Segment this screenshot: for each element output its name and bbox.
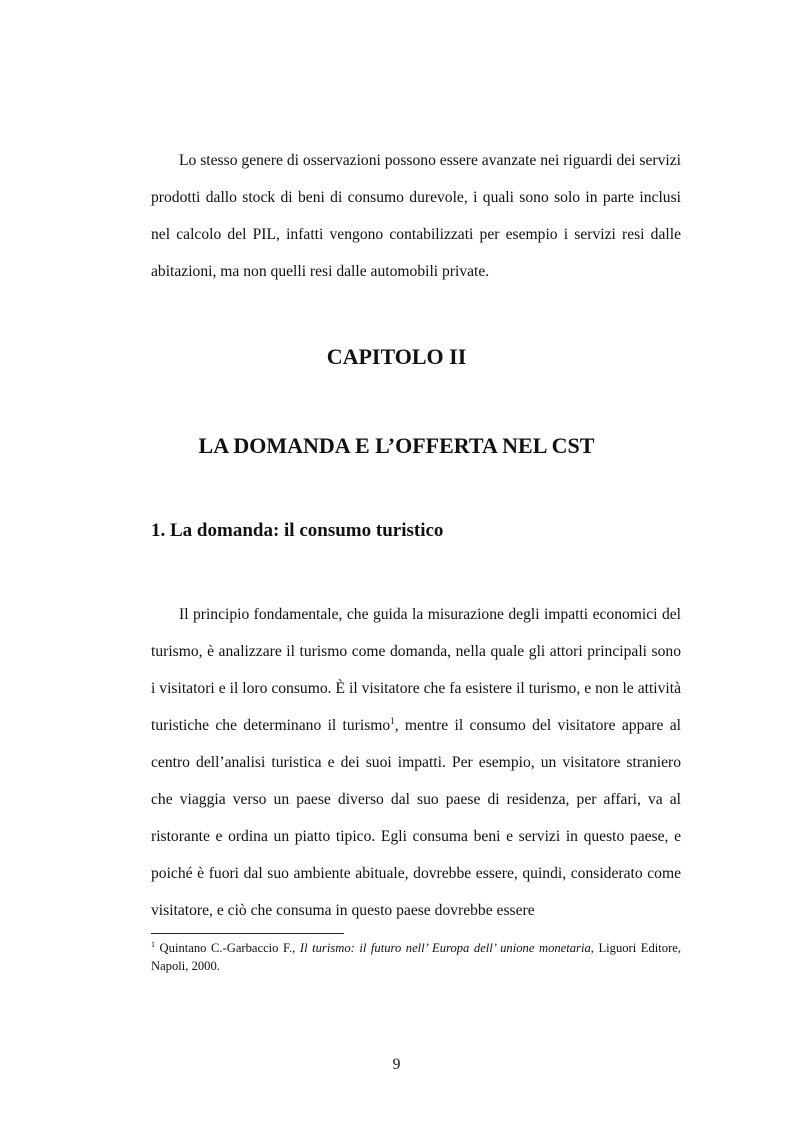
footnote-publisher: , Liguori Editore, Napoli, 2000. xyxy=(151,941,682,973)
paragraph-domanda-text-end: , mentre il consumo del visitatore appare al centro dell’analisi turistica e dei suoi impatti. Per esempio, un visitatore straniero che viaggia verso un paese diverso dal suo paese di residenza, per affari, va al ristorante e ordina un piatto tipico. Egli consuma beni e servizi in questo paese, e poiché è fuori dal suo ambiente abituale, dovrebbe essere, quindi, considerato come visitatore, e ciò che consuma in questo paese dovrebbe essere xyxy=(151,717,681,919)
chapter-number: CAPITOLO II xyxy=(326,344,467,369)
paragraph-intro: Lo stesso genere di osservazioni possono essere avanzate nei riguardi dei servizi prodotti dallo stock di beni di consumo durevole, i quali sono solo in parte inclusi nel calcolo del PIL, infatti vengono contabilizzati per esempio i servizi resi dalle abitazioni, ma non quelli resi dalle automobili private. xyxy=(151,152,681,280)
footnote-title: Il turismo: il futuro nell’ Europa dell’ unione monetaria xyxy=(299,941,591,955)
page-number: 9 xyxy=(392,1056,401,1073)
footnote-reference[interactable]: 1 xyxy=(390,716,395,726)
chapter-title: LA DOMANDA E L’OFFERTA NEL CST xyxy=(198,433,595,458)
paragraph-domanda xyxy=(151,596,681,929)
footnote-authors: Quintano C.-Garbaccio F., xyxy=(155,941,300,955)
footnote-marker: 1 xyxy=(151,940,155,949)
footnote-separator xyxy=(151,933,344,934)
footnote xyxy=(151,939,681,975)
paragraph-domanda-text-start: Il principio fondamentale, che guida la misurazione degli impatti economici del turismo, è analizzare il turismo come domanda, nella quale gli attori principali sono i visitatori e il loro consumo. È il visitatore che fa esistere il turismo, e non le attività turistiche che determinano il turismo xyxy=(151,606,681,734)
section-heading: 1. La domanda: il consumo turistico xyxy=(151,520,444,541)
